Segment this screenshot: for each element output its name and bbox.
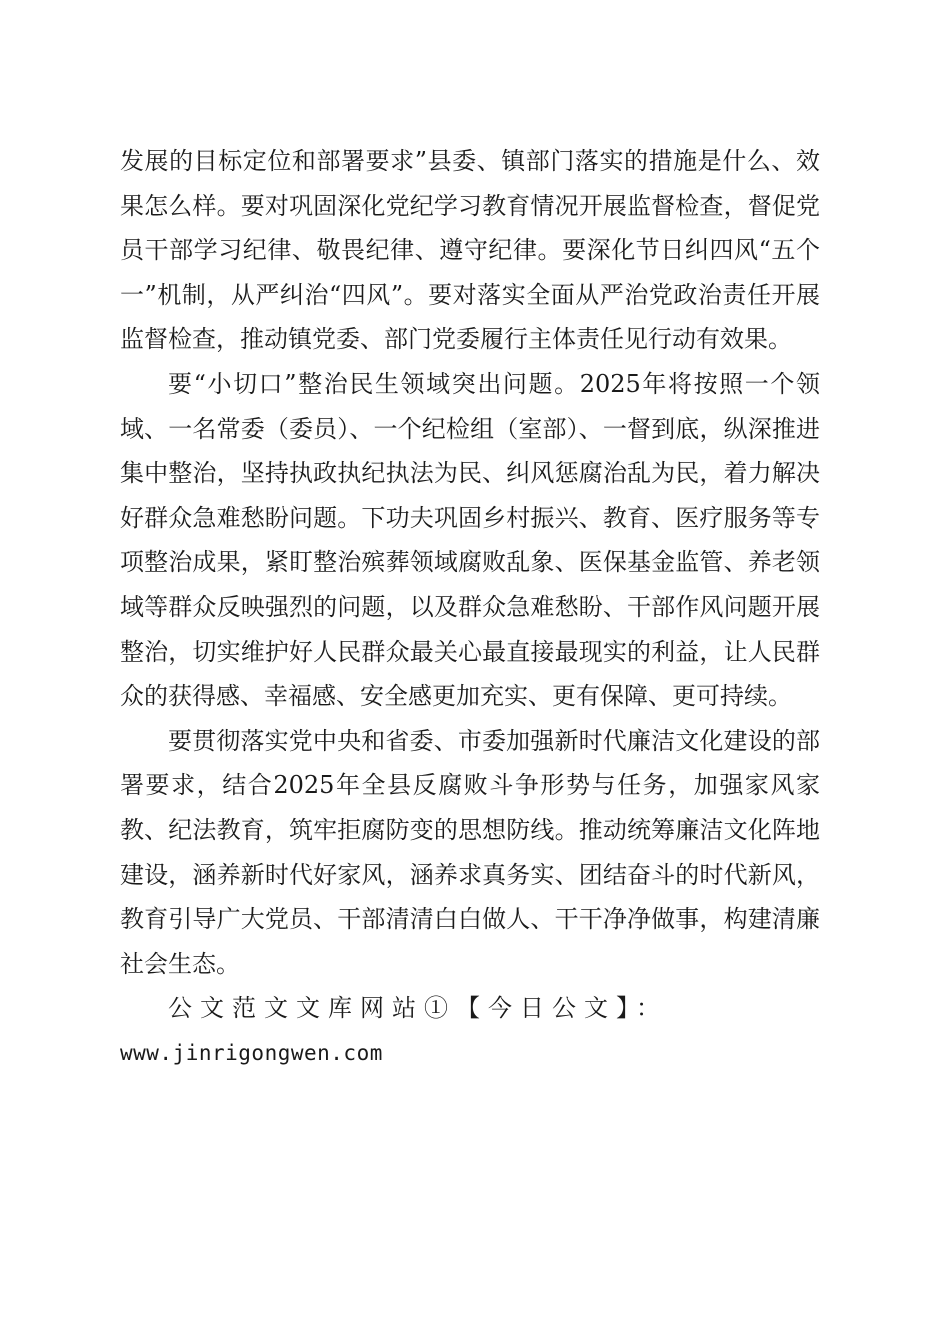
document-body — [120, 139, 820, 1075]
footer-site-label: 公文范文文库网站①【今日公文】： — [168, 994, 668, 1023]
paragraph-3: 要贯彻落实党中央和省委、市委加强新时代廉洁文化建设的部署要求，结合2025年全县反腐败斗争形势与任务，加强家风家教、纪法教育，筑牢拒腐防变的思想防线。推动统筹廉洁文化阵地建设，涵养新时代好家风，涵养求真务实、团结奋斗的时代新风，教育引导广大党员、干部清清白白做人、干干净净做事，构建清廉社会生态。 — [120, 726, 820, 978]
paragraph-1: 发展的目标定位和部署要求”县委、镇部门落实的措施是什么、效果怎么样。要对巩固深化党纪学习教育情况开展监督检查，督促党员干部学习纪律、敬畏纪律、遵守纪律。要深化节日纠四风“五个一”机制，从严纠治“四风”。要对落实全面从严治党政治责任开展监督检查，推动镇党委、部门党委履行主体责任见行动有效果。 — [120, 147, 820, 354]
footer-url[interactable]: www.jinrigongwen.com — [120, 1040, 383, 1065]
paragraph-2: 要“小切口”整治民生领域突出问题。2025年将按照一个领域、一名常委（委员）、一个纪检组（室部）、一督到底，纵深推进集中整治，坚持执政执纪执法为民、纠风惩腐治乱为民，着力解决好群众急难愁盼问题。下功夫巩固乡村振兴、教育、医疗服务等专项整治成果，紧盯整治殡葬领域腐败乱象、医保基金监管、养老领域等群众反映强烈的问题，以及群众急难愁盼、干部作风问题开展整治，切实维护好人民群众最关心最直接最现实的利益，让人民群众的获得感、幸福感、安全感更加充实、更有保障、更可持续。 — [120, 369, 820, 711]
